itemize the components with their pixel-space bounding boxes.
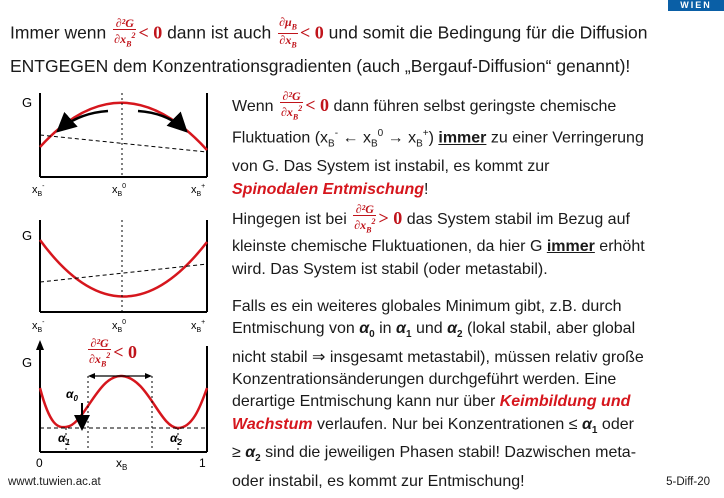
alpha1-label: $\alpha_1$ xyxy=(58,431,70,447)
x-label-mid: $x_B^0$ xyxy=(112,319,127,334)
x-label-left: $x_B^-$ xyxy=(32,319,45,334)
intro-text-2: dann ist auch xyxy=(167,22,272,43)
graph-spinodal xyxy=(0,85,225,210)
range-arrow-right xyxy=(145,373,152,379)
x-label-0: 0 xyxy=(36,456,43,470)
spinodal-term: Spinodalen Entmischung xyxy=(232,180,425,198)
fraction-denominator: $\partial x_B^2$ xyxy=(114,31,136,49)
x-label-1: 1 xyxy=(199,456,206,470)
paragraph-stable: Hingegen ist bei $\frac{\text{∂²G}}{\partial x_B^2}$ > 0 das System stabil im Bezug auf kleinste chemische Fluktuationen, da hier G immer erhöht wird. Das System ist stabil (oder metastabil). xyxy=(232,202,645,278)
wachstum-term: Wachstum xyxy=(232,415,313,433)
intro-line-2: ENTGEGEN dem Konzentrationsgradienten (auch „Bergauf-Diffusion“ genannt)! xyxy=(10,55,631,76)
range-arrow-left xyxy=(88,373,95,379)
alpha2-label: $\alpha_2$ xyxy=(170,431,182,447)
x-label-mid: $x_B^0$ xyxy=(112,183,127,198)
fraction-dmu-dxb: $\frac{\partial\mu_B}{\partial x_B}$ xyxy=(279,15,298,50)
slide-number: 5-Diff-20 xyxy=(666,476,710,488)
arrow-left xyxy=(58,111,108,131)
g-curve xyxy=(40,376,207,428)
paragraph-spinodal: Wenn $\frac{\text{∂²G}}{\partial x_B^2}$ < 0 dann führen selbst geringste chemische Fluktuation ($x_B^-$ ← $x_B^0 \to x_B^+$) immer zu einer Verringerung von G. Das System ist instabil, es kommt zur Spinodalen Entmischung! xyxy=(232,89,644,198)
tangent-line xyxy=(40,135,207,152)
intro-text xyxy=(10,16,710,81)
intro-text-1: Immer wenn xyxy=(10,22,107,43)
tangent-line xyxy=(40,264,207,282)
immer-emphasis-1: immer xyxy=(438,129,487,147)
less-than-zero: < 0 xyxy=(138,22,163,43)
graph-stable xyxy=(0,212,225,337)
less-than-zero-2: < 0 xyxy=(300,22,324,43)
y-label: G xyxy=(22,95,33,110)
keimbildung-term: Keimbildung und xyxy=(499,393,631,411)
paragraph-metastable: Falls es ein weiteres globales Minimum gibt, z.B. durch Entmischung von $\alpha_0$ in $\alpha_1$ und $\alpha_2$ (lokal stabil, aber global nicht stabil ⇒ insgesamt metastabil), müssen relativ große Konzentrationsänderungen durchgeführt werden. Eine derartige Entmischung kann nur über Keimbildung und Wachstum verlaufen. Nur bei Konzentrationen ≤ $\alpha_1$ oder ≥ $\alpha_2$ sind die jeweiligen Phasen stabil! Dazwischen meta- oder instabil, es kommt zur Entmischung! xyxy=(232,298,644,490)
footer-url[interactable]: wwwt.tuwien.ac.at xyxy=(8,476,101,488)
g-curve xyxy=(40,240,207,297)
intro-text-3: und somit die Bedingung für die Diffusion xyxy=(328,22,648,43)
fraction-numerator: ∂²G xyxy=(113,17,136,30)
x-label-xb: $x_B$ xyxy=(116,456,128,472)
tu-wien-logo: WIEN xyxy=(668,0,724,11)
y-axis-arrowhead xyxy=(36,340,44,350)
x-label-right: $x_B^+$ xyxy=(191,319,206,334)
fraction-d2g-dxb2 xyxy=(113,17,136,50)
graph3-condition: $\frac{\text{∂²G}}{\partial x_B^2}$ < 0 xyxy=(89,336,138,369)
immer-emphasis-2: immer xyxy=(546,238,595,256)
y-label: G xyxy=(22,228,33,243)
x-label-right: $x_B^+$ xyxy=(191,183,206,198)
alpha0-label: $\alpha_0$ xyxy=(66,387,78,403)
x-label-left: $x_B^-$ xyxy=(32,183,45,198)
y-label: G xyxy=(22,355,33,370)
